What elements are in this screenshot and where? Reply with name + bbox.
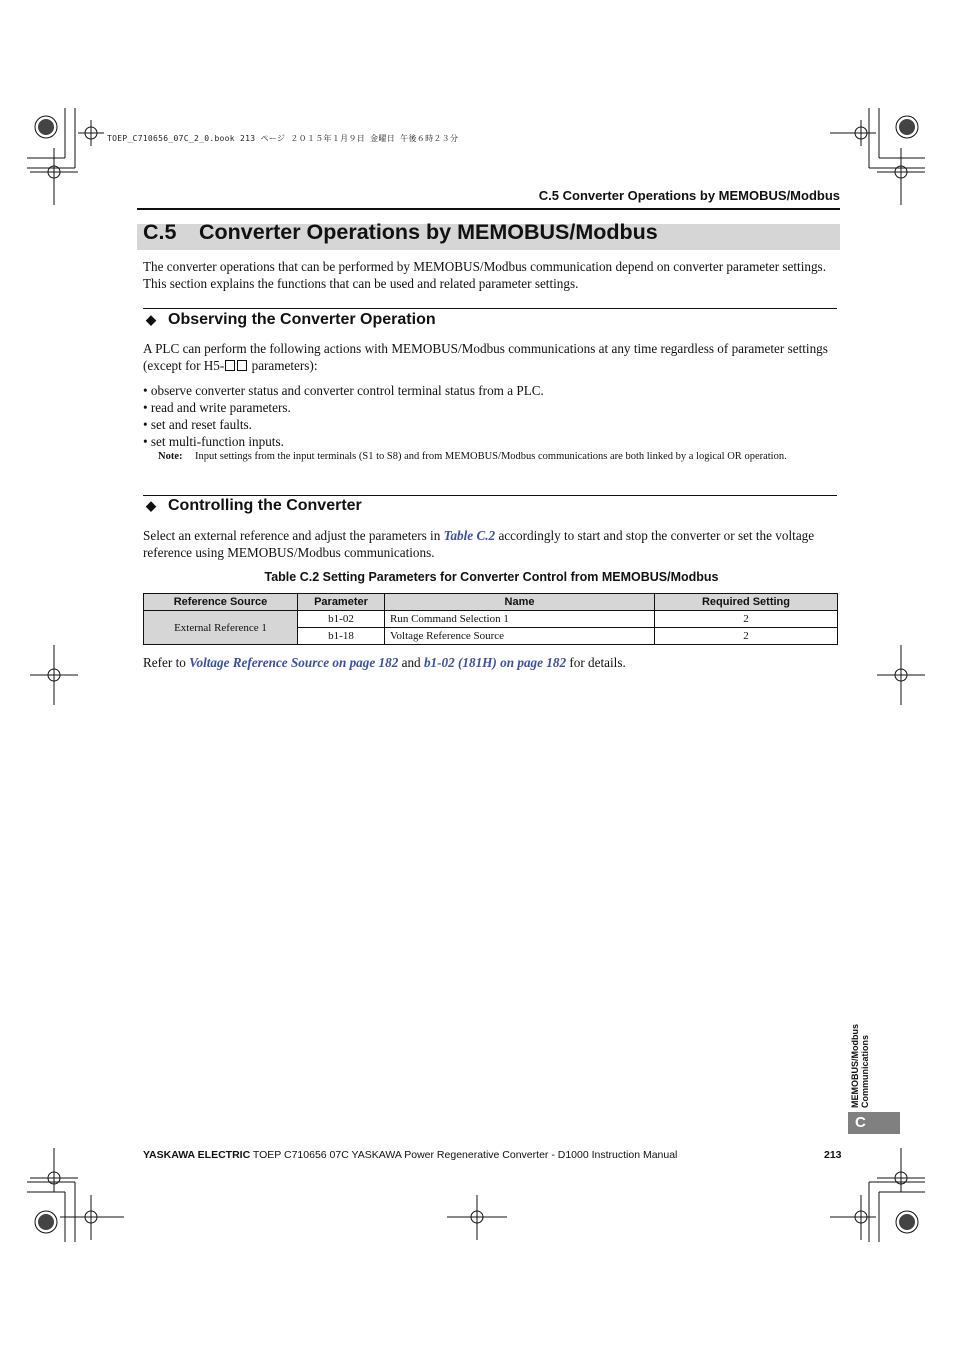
side-tab-line: MEMOBUS/Modbus <box>850 1024 860 1108</box>
section-heading-text: Controlling the Converter <box>168 497 362 514</box>
controlling-paragraph <box>143 527 840 561</box>
table-link[interactable]: Table C.2 <box>443 528 496 543</box>
list-item: • set and reset faults. <box>143 417 252 432</box>
refer-paragraph <box>143 654 840 671</box>
observing-paragraph <box>143 340 840 374</box>
section-heading-controlling <box>146 497 362 515</box>
diamond-bullet-icon: ◆ <box>146 498 156 513</box>
section-heading-text: Observing the Converter Operation <box>168 311 436 328</box>
intro-paragraph: The converter operations that can be performed by MEMOBUS/Modbus communication depend on converter parameter settings. This section explains the functions that can be used and related parameter settings. <box>143 259 826 291</box>
footer <box>143 1149 677 1161</box>
list-item: • read and write parameters. <box>143 400 291 415</box>
note-label: Note: <box>158 451 183 462</box>
parameter-cell: b1-18 <box>298 628 385 645</box>
footer-text: TOEP C710656 07C YASKAWA Power Regenerative Converter - D1000 Instruction Manual <box>250 1149 678 1161</box>
list-item: • observe converter status and converter control terminal status from a PLC. <box>143 383 544 398</box>
side-tab-line: Communications <box>860 1034 870 1108</box>
setting-cell: 2 <box>655 611 838 628</box>
paragraph-text: Refer to <box>143 655 190 670</box>
column-header: Required Setting <box>655 594 838 611</box>
side-tab-letter: C <box>855 1114 866 1131</box>
side-tab-label <box>850 1024 870 1108</box>
list-item: • set multi-function inputs. <box>143 434 284 449</box>
placeholder-box-icon <box>225 360 235 371</box>
column-header: Parameter <box>298 594 385 611</box>
paragraph-text: accordingly to start and stop the converter or set the voltage reference using MEMOBUS/Modbus communications. <box>143 528 815 560</box>
placeholder-box-icon <box>237 360 247 371</box>
title-text: Converter Operations by MEMOBUS/Modbus <box>199 220 658 244</box>
reference-source-cell: External Reference 1 <box>144 611 298 645</box>
section-heading-observing <box>146 311 436 329</box>
print-info-line: TOEP_C710656_07C_2_0.book 213 ページ ２０１５年１月９日 金曜日 午後６時２３分 <box>107 134 459 143</box>
parameter-cell: b1-02 <box>298 611 385 628</box>
column-header: Name <box>385 594 655 611</box>
running-header: C.5 Converter Operations by MEMOBUS/Modbus <box>538 188 840 203</box>
setting-cell: 2 <box>655 628 838 645</box>
name-cell: Run Command Selection 1 <box>385 611 655 628</box>
footer-brand: YASKAWA ELECTRIC <box>143 1149 251 1161</box>
voltage-reference-link[interactable]: Voltage Reference Source on page 182 <box>189 655 399 670</box>
name-cell: Voltage Reference Source <box>385 628 655 645</box>
header-rule <box>137 208 840 210</box>
note-text: Input settings from the input terminals (S1 to S8) and from MEMOBUS/Modbus communications are both linked by a logical OR operation. <box>195 451 787 462</box>
paragraph-text: for details. <box>566 655 626 670</box>
table-header-row <box>144 594 838 611</box>
paragraph-text: parameters): <box>248 358 318 373</box>
bullet-list <box>143 382 544 450</box>
page-number: 213 <box>824 1149 842 1161</box>
paragraph-text: Select an external reference and adjust the parameters in <box>143 528 444 543</box>
parameters-table <box>143 593 838 645</box>
table-row <box>144 611 838 628</box>
section-rule <box>143 308 837 309</box>
page-title <box>143 220 658 245</box>
column-header: Reference Source <box>144 594 298 611</box>
table-caption: Table C.2 Setting Parameters for Converter Control from MEMOBUS/Modbus <box>264 570 719 584</box>
b1-02-link[interactable]: b1-02 (181H) on page 182 <box>423 655 567 670</box>
paragraph-text: A PLC can perform the following actions with MEMOBUS/Modbus communications at any time regardless of parameter settings (except for H5- <box>143 341 828 373</box>
title-number: C.5 <box>143 220 177 244</box>
diamond-bullet-icon: ◆ <box>146 312 156 327</box>
section-rule <box>143 495 837 496</box>
paragraph-text: and <box>398 655 424 670</box>
note <box>158 450 818 464</box>
